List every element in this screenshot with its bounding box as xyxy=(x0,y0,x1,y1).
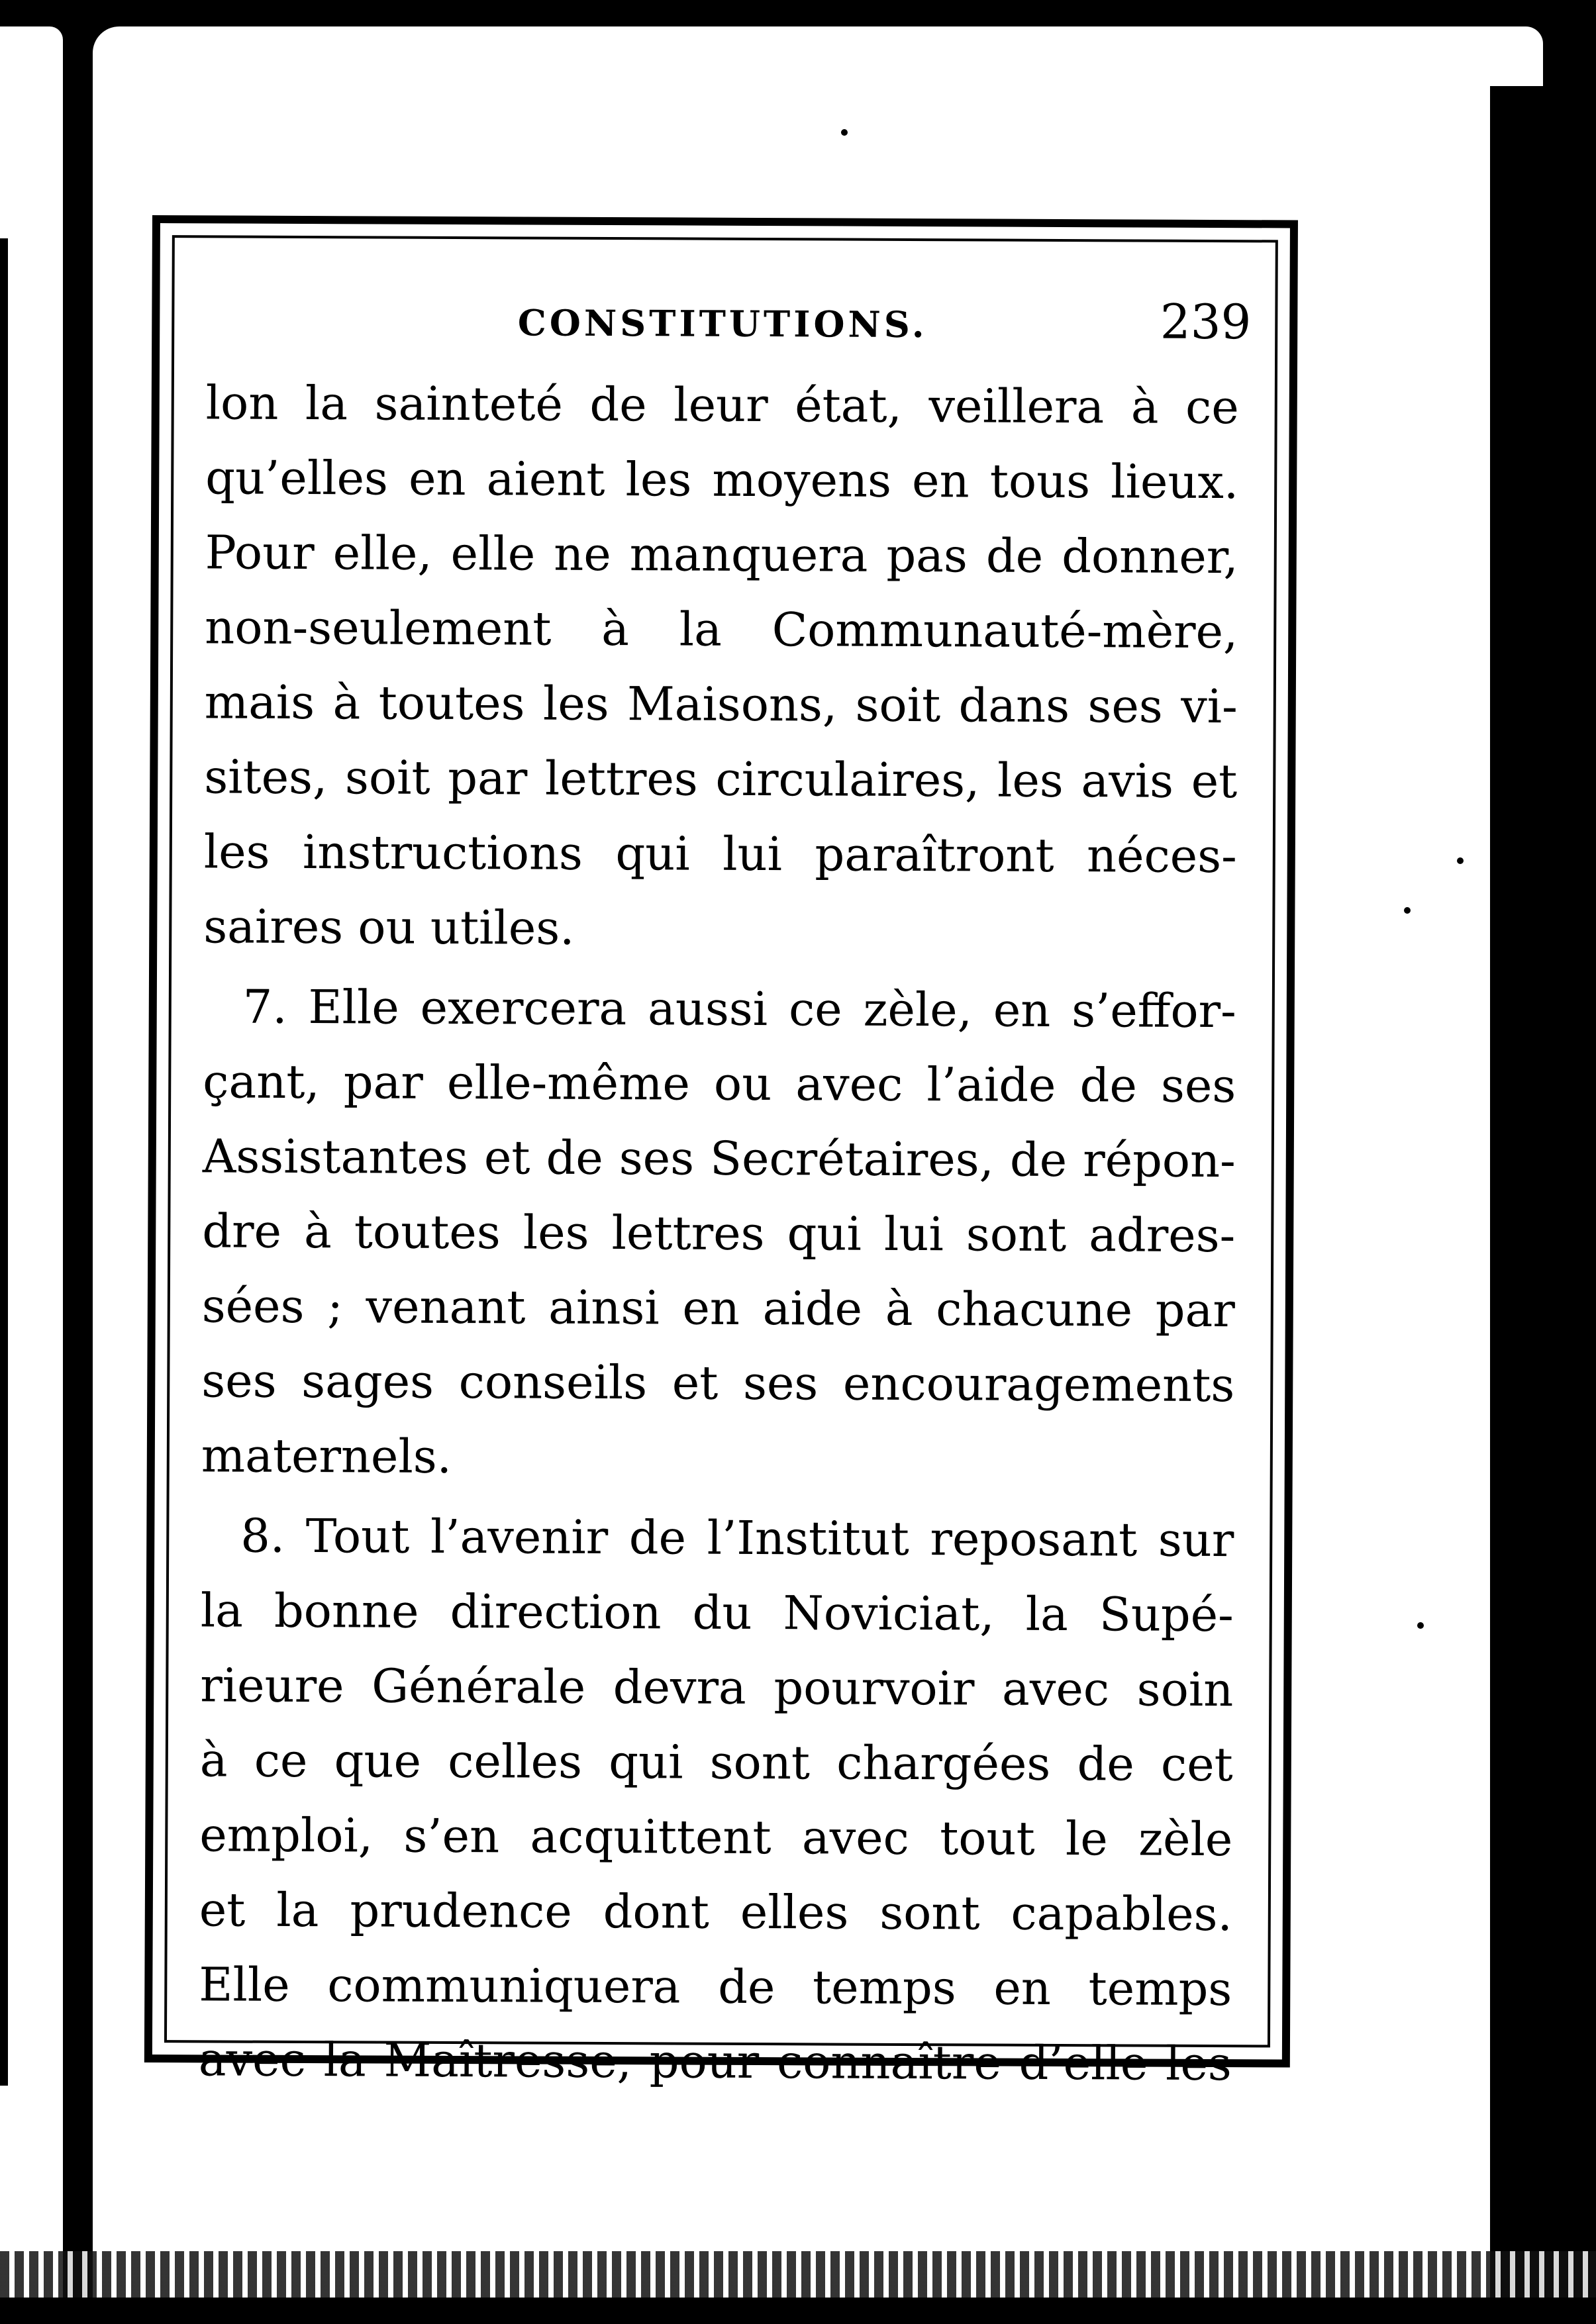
paragraph xyxy=(203,365,1239,969)
page-shadow-edge xyxy=(1490,86,1543,2324)
running-head xyxy=(206,289,1252,360)
speck xyxy=(1404,907,1411,914)
text-line: et la prudence dont elles sont capables. xyxy=(199,1882,1232,1942)
running-title: CONSTITUTIONS. xyxy=(517,301,928,346)
text-line: avec la Maîtresse, pour connaître d’elle les xyxy=(198,2032,1232,2092)
text-line: Elle communiquera de temps en temps xyxy=(199,1957,1232,2017)
text-line: 7. Elle exercera aussi ce zèle, en s’effor- xyxy=(242,979,1236,1039)
text-line: çant, par elle-même ou avec l’aide de ses xyxy=(203,1054,1236,1114)
text-line: Assistantes et de ses Secrétaires, de répon- xyxy=(202,1129,1236,1188)
text-line: les instructions qui lui paraîtront néces- xyxy=(203,824,1237,884)
paragraph xyxy=(201,969,1236,1498)
paragraph xyxy=(199,1498,1234,2102)
page-frame xyxy=(144,215,1298,2092)
facing-page-edge xyxy=(0,26,63,2298)
page-number: 239 xyxy=(1160,293,1252,350)
speck xyxy=(1417,1622,1424,1629)
text-line: emploi, s’en acquittent avec tout le zèle xyxy=(199,1808,1233,1867)
facing-page-frame-rule xyxy=(0,238,8,2086)
text-line: mais à toutes les Maisons, soit dans ses vi- xyxy=(204,675,1238,734)
text-line: qu’elles en aient les moyens en tous lieux. xyxy=(205,450,1239,510)
speck xyxy=(841,129,848,136)
text-line: sées ; venant ainsi en aide à chacune par xyxy=(201,1279,1235,1338)
page-bottom-edge xyxy=(0,2251,1596,2298)
text-line: à ce que celles qui sont chargées de cet xyxy=(199,1733,1233,1792)
text-line: la bonne direction du Noviciat, la Supé- xyxy=(200,1583,1234,1643)
text-line: lon la sainteté de leur état, veillera à ce xyxy=(205,375,1239,435)
text-line: ses sages conseils et ses encouragements xyxy=(201,1353,1235,1413)
text-line: Pour elle, elle ne manquera pas de donner, xyxy=(205,525,1238,585)
text-line: maternels. xyxy=(201,1428,452,1484)
body-text xyxy=(199,365,1239,2102)
text-line: saires ou utiles. xyxy=(203,899,575,955)
text-line: dre à toutes les lettres qui lui sont adres- xyxy=(202,1204,1236,1263)
text-line: 8. Tout l’avenir de l’Institut reposant sur xyxy=(240,1508,1234,1568)
text-line: rieure Générale devra pourvoir avec soin xyxy=(200,1658,1234,1718)
speck xyxy=(1457,857,1464,864)
text-line: sites, soit par lettres circulaires, les avis et xyxy=(204,750,1238,809)
text-line: non-seulement à la Communauté-mère, xyxy=(205,600,1238,659)
text-block xyxy=(198,289,1252,2102)
